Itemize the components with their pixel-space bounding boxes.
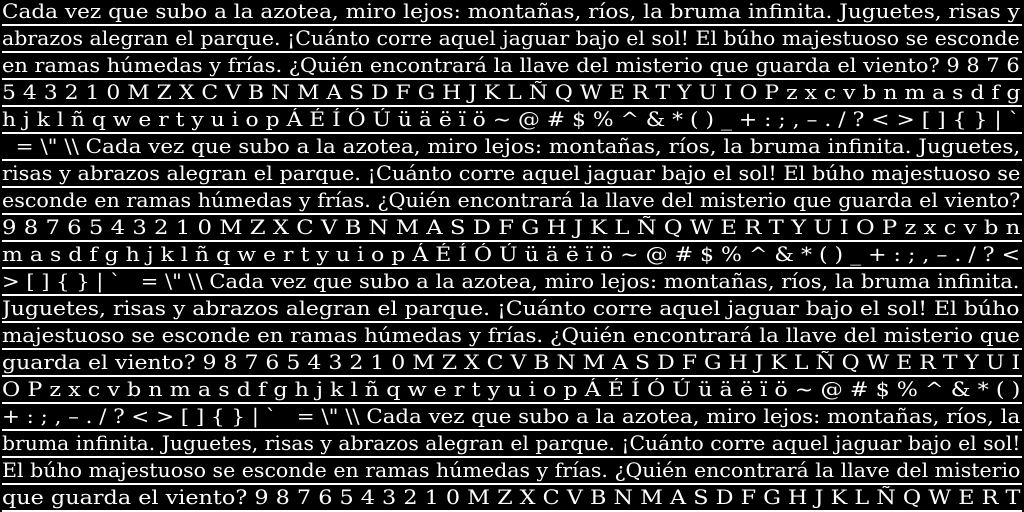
text-line: Cada vez que subo a la azotea, miro lejos: montañas, ríos, la bruma infinita. Juguetes, risas y: [2, 0, 1022, 27]
text-line: abrazos alegran el parque. ¡Cuánto corre aquel jaguar bajo el sol! El búho majestuoso se esconde: [2, 27, 1022, 54]
text-line: El búho majestuoso se esconde en ramas húmedas y frías. ¿Quién encontrará la llave del misterio: [2, 459, 1022, 486]
text-line: guarda el viento? 9 8 7 6 5 4 3 2 1 0 M Z X C V B N M A S D F G H J K L Ñ Q W E R T Y U I: [2, 351, 1022, 378]
text-line: = \" \\ Cada vez que subo a la azotea, miro lejos: montañas, ríos, la bruma infinita. Juguetes,: [2, 135, 1022, 162]
text-line: > [ ] { } | ` = \" \\ Cada vez que subo a la azotea, miro lejos: montañas, ríos, la bruma infinita.: [2, 270, 1022, 297]
text-line: majestuoso se esconde en ramas húmedas y frías. ¿Quién encontrará la llave del misterio que: [2, 324, 1022, 351]
text-line: Juguetes, risas y abrazos alegran el parque. ¡Cuánto corre aquel jaguar bajo el sol! El búho: [2, 297, 1022, 324]
text-line: bruma infinita. Juguetes, risas y abrazos alegran el parque. ¡Cuánto corre aquel jaguar bajo el sol!: [2, 432, 1022, 459]
text-line: que guarda el viento? 9 8 7 6 5 4 3 2 1 0 M Z X C V B N M A S D F G H J K L Ñ Q W E R T: [2, 486, 1022, 512]
text-line: en ramas húmedas y frías. ¿Quién encontrará la llave del misterio que guarda el viento? 9 8 7 6: [2, 54, 1022, 81]
text-line: 5 4 3 2 1 0 M Z X C V B N M A S D F G H J K L Ñ Q W E R T Y U I O P z x c v b n m a s d f g: [2, 81, 1022, 108]
text-line: esconde en ramas húmedas y frías. ¿Quién encontrará la llave del misterio que guarda el viento?: [2, 189, 1022, 216]
text-line: O P z x c v b n m a s d f g h j k l ñ q w e r t y u i o p Á É Í Ó Ú ü ä ë ï ö ~ @ # $ % ^ & * ( ): [2, 378, 1022, 405]
text-line: risas y abrazos alegran el parque. ¡Cuánto corre aquel jaguar bajo el sol! El búho majestuoso se: [2, 162, 1022, 189]
text-line: + : ; , – . / ? < > [ ] { } | ` = \" \\ Cada vez que subo a la azotea, miro lejos: montañas, ríos, la: [2, 405, 1022, 432]
text-line: m a s d f g h j k l ñ q w e r t y u i o p Á É Í Ó Ú ü ä ë ï ö ~ @ # $ % ^ & * ( ) _ + : ; , – . / ? <: [2, 243, 1022, 270]
text-line: 9 8 7 6 5 4 3 2 1 0 M Z X C V B N M A S D F G H J K L Ñ Q W E R T Y U I O P z x c v b n: [2, 216, 1022, 243]
text-line: h j k l ñ q w e r t y u i o p Á É Í Ó Ú ü ä ë ï ö ~ @ # $ % ^ & * ( ) _ + : ; , – . / ? < > [ ] { } | `: [2, 108, 1022, 135]
